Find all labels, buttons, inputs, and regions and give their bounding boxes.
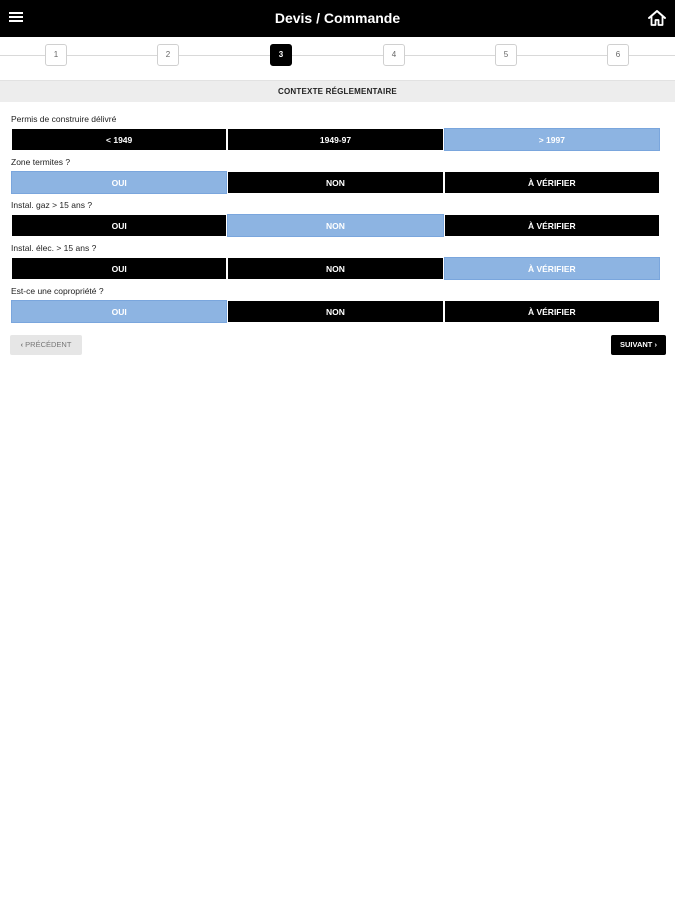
gas-install-question: Instal. gaz > 15 ans ? — [11, 200, 93, 210]
chevron-right-icon: › — [654, 340, 657, 349]
previous-button-label: PRÉCÉDENT — [25, 340, 72, 349]
electrical-install-option-3[interactable]: À VÉRIFIER — [444, 257, 660, 280]
electrical-install-question: Instal. élec. > 15 ans ? — [11, 243, 97, 253]
termite-zone-option-1[interactable]: OUI — [11, 171, 227, 194]
termite-zone-option-2[interactable]: NON — [227, 171, 443, 194]
gas-install-options — [11, 214, 660, 237]
electrical-install-option-1[interactable]: OUI — [11, 257, 227, 280]
gas-install-option-1[interactable]: OUI — [11, 214, 227, 237]
step-2[interactable]: 2 — [157, 44, 179, 66]
chevron-left-icon: ‹ — [20, 340, 24, 349]
previous-button[interactable] — [10, 335, 82, 355]
co-ownership-option-3[interactable]: À VÉRIFIER — [444, 300, 660, 323]
building-permit-option-2[interactable]: 1949-97 — [227, 128, 443, 151]
building-permit-option-3[interactable]: > 1997 — [444, 128, 660, 151]
co-ownership-option-1[interactable]: OUI — [11, 300, 227, 323]
hamburger-menu-icon[interactable] — [9, 10, 29, 27]
co-ownership-question: Est-ce une copropriété ? — [11, 286, 104, 296]
step-6[interactable]: 6 — [607, 44, 629, 66]
page-title: Devis / Commande — [274, 10, 401, 26]
gas-install-option-2[interactable]: NON — [227, 214, 443, 237]
building-permit-option-1[interactable]: < 1949 — [11, 128, 227, 151]
termite-zone-question: Zone termites ? — [11, 157, 71, 167]
section-title: CONTEXTE RÉGLEMENTAIRE — [0, 80, 675, 102]
building-permit-question: Permis de construire délivré — [11, 114, 117, 124]
home-icon[interactable] — [647, 8, 667, 28]
termite-zone-options — [11, 171, 660, 194]
stepper-line — [0, 55, 675, 56]
electrical-install-option-2[interactable]: NON — [227, 257, 443, 280]
termite-zone-option-3[interactable]: À VÉRIFIER — [444, 171, 660, 194]
building-permit-options — [11, 128, 660, 151]
step-1[interactable]: 1 — [45, 44, 67, 66]
electrical-install-options — [11, 257, 660, 280]
step-5[interactable]: 5 — [495, 44, 517, 66]
next-button-label: SUIVANT — [620, 340, 653, 349]
step-indicator — [0, 37, 675, 75]
co-ownership-options — [11, 300, 660, 323]
top-app-bar — [0, 0, 675, 37]
co-ownership-option-2[interactable]: NON — [227, 300, 443, 323]
gas-install-option-3[interactable]: À VÉRIFIER — [444, 214, 660, 237]
step-3[interactable]: 3 — [270, 44, 292, 66]
step-4[interactable]: 4 — [383, 44, 405, 66]
next-button[interactable] — [611, 335, 666, 355]
